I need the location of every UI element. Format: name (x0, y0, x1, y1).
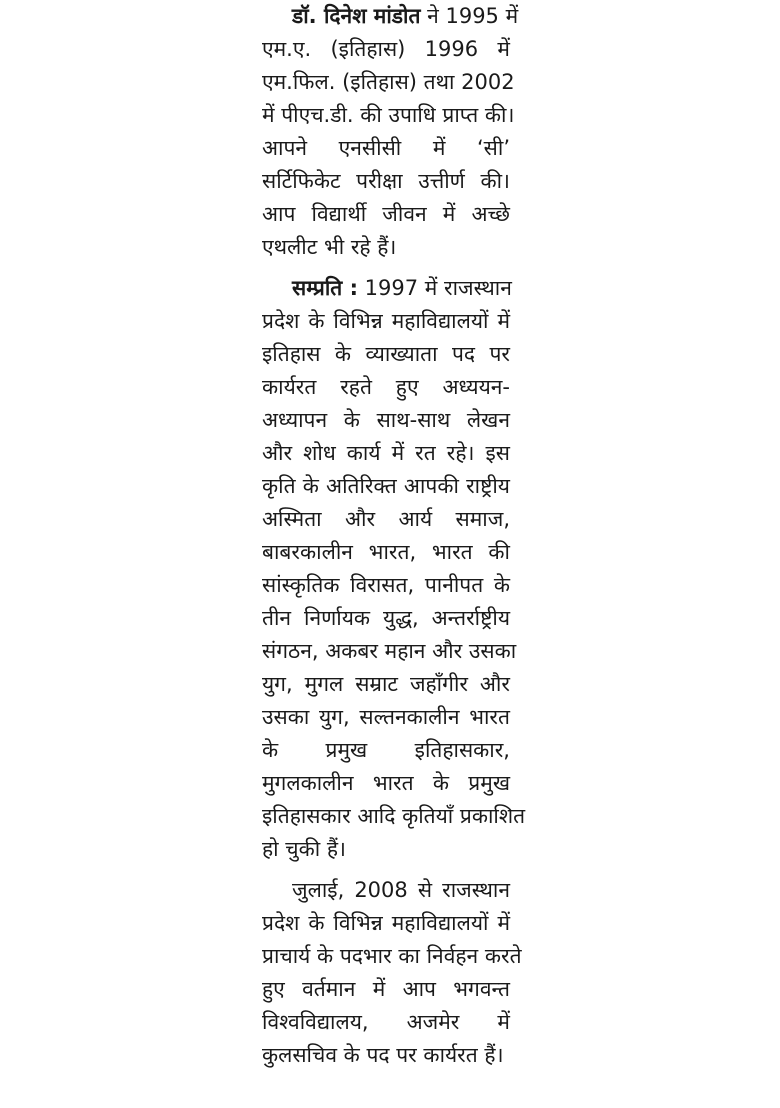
bold-lead-text: डॉ. दिनेश मांडोत (292, 4, 421, 28)
text-line: एम.फिल. (इतिहास) तथा 2002 (262, 70, 515, 94)
text-line: आप विद्यार्थी जीवन में अच्छे (262, 202, 510, 226)
text-line: प्राचार्य के पदभार का निर्वहन करते (262, 944, 522, 968)
text-line: के प्रमुख इतिहासकार, (262, 738, 510, 762)
text-line: जुलाई, 2008 से राजस्थान (292, 878, 510, 902)
text-line: अस्मिता और आर्य समाज, (262, 507, 510, 531)
text-line: कार्यरत रहते हुए अध्ययन- (262, 375, 510, 399)
text-line: आपने एनसीसी में ‘सी’ (262, 136, 510, 160)
biography-paragraph-current-role (262, 272, 526, 866)
text-line: एथलीट भी रहे हैं। (262, 235, 397, 259)
biography-paragraph-registrar (262, 874, 522, 1072)
text-line: मुगलकालीन भारत के प्रमुख (262, 771, 510, 795)
text-line: विश्वविद्यालय, अजमेर में (262, 1010, 510, 1034)
text-line: बाबरकालीन भारत, भारत की (262, 540, 510, 564)
text-line: कुलसचिव के पद पर कार्यरत हैं। (262, 1043, 504, 1067)
text-line: हो चुकी हैं। (262, 837, 346, 861)
text-line: युग, मुगल सम्राट जहाँगीर और (262, 672, 510, 696)
text-line: और शोध कार्य में रत रहे। इस (262, 441, 510, 465)
text-line: संगठन, अकबर महान और उसका (262, 639, 517, 663)
text-line: इतिहासकार आदि कृतियाँ प्रकाशित (262, 804, 526, 828)
text-line: सांस्कृतिक विरासत, पानीपत के (262, 573, 510, 597)
text-line: प्रदेश के विभिन्न महाविद्यालयों में (262, 309, 510, 333)
text-line: प्रदेश के विभिन्न महाविद्यालयों में (262, 911, 510, 935)
text-line: तीन निर्णायक युद्ध, अन्तर्राष्ट्रीय (262, 606, 510, 630)
text-line: में पीएच.डी. की उपाधि प्राप्त की। (262, 103, 515, 127)
text-line: सर्टिफिकेट परीक्षा उत्तीर्ण की। (262, 169, 510, 193)
text-line (262, 0, 519, 33)
text-line: हुए वर्तमान में आप भगवन्त (262, 977, 510, 1001)
text-line: उसका युग, सल्तनकालीन भारत (262, 705, 510, 729)
text-line: इतिहास के व्याख्याता पद पर (262, 342, 510, 366)
biography-paragraph-education (262, 0, 519, 264)
text-line: कृति के अतिरिक्त आपकी राष्ट्रीय (262, 474, 510, 498)
text-line: अध्यापन के साथ-साथ लेखन (262, 408, 510, 432)
bold-lead-text: सम्प्रति : (292, 276, 358, 300)
text-line: एम.ए. (इतिहास) 1996 में (262, 37, 510, 61)
text-line (262, 272, 510, 305)
line-text: 1997 में राजस्थान (364, 276, 512, 300)
line-text: ने 1995 में (427, 4, 519, 28)
